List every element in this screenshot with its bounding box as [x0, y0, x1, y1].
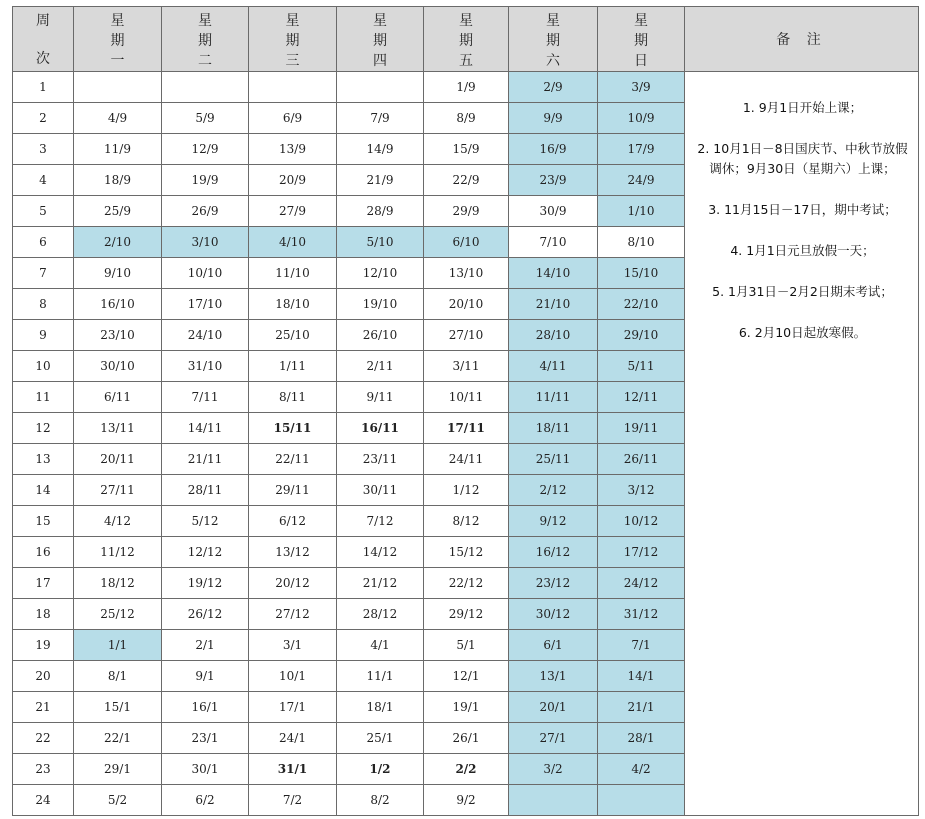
- date-cell: 10/10: [162, 258, 249, 289]
- date-cell: 13/1: [509, 661, 598, 692]
- date-cell: 12/11: [598, 382, 685, 413]
- date-cell: 7/11: [162, 382, 249, 413]
- date-cell: 24/11: [424, 444, 509, 475]
- week-number-cell: 2: [13, 103, 74, 134]
- date-cell: 23/10: [74, 320, 162, 351]
- date-cell: 5/2: [74, 785, 162, 816]
- date-cell: 7/9: [337, 103, 424, 134]
- week-number-cell: 7: [13, 258, 74, 289]
- week-number-cell: 13: [13, 444, 74, 475]
- day-header-char: 星: [198, 13, 212, 29]
- week-number-cell: 17: [13, 568, 74, 599]
- date-cell: 4/1: [337, 630, 424, 661]
- date-cell: 2/1: [162, 630, 249, 661]
- date-cell: 22/9: [424, 165, 509, 196]
- date-cell: 29/1: [74, 754, 162, 785]
- date-cell: 26/10: [337, 320, 424, 351]
- date-cell: 16/9: [509, 134, 598, 165]
- date-cell: 19/11: [598, 413, 685, 444]
- date-cell: 10/1: [249, 661, 337, 692]
- date-cell: 13/10: [424, 258, 509, 289]
- day-header-char: 日: [634, 53, 648, 69]
- date-cell: 11/9: [74, 134, 162, 165]
- date-cell: 19/12: [162, 568, 249, 599]
- date-cell: 6/1: [509, 630, 598, 661]
- date-cell: 23/9: [509, 165, 598, 196]
- date-cell: 18/12: [74, 568, 162, 599]
- date-cell: 15/12: [424, 537, 509, 568]
- notes-header: 备 注: [685, 7, 919, 72]
- date-cell: 26/1: [424, 723, 509, 754]
- day-header-char: 星: [110, 13, 125, 29]
- date-cell: 3/11: [424, 351, 509, 382]
- date-cell: 7/12: [337, 506, 424, 537]
- week-number-cell: 20: [13, 661, 74, 692]
- date-cell: 13/12: [249, 537, 337, 568]
- date-cell: 9/1: [162, 661, 249, 692]
- date-cell: 3/12: [598, 475, 685, 506]
- date-cell: 10/9: [598, 103, 685, 134]
- date-cell: 17/12: [598, 537, 685, 568]
- date-cell: 16/12: [509, 537, 598, 568]
- notes-cell: [685, 72, 919, 816]
- date-cell: 1/10: [598, 196, 685, 227]
- date-cell: 1/9: [424, 72, 509, 103]
- date-cell: 20/9: [249, 165, 337, 196]
- date-cell: 25/12: [74, 599, 162, 630]
- week-number-cell: 15: [13, 506, 74, 537]
- date-cell: 20/10: [424, 289, 509, 320]
- date-cell: 27/12: [249, 599, 337, 630]
- week-number-cell: 6: [13, 227, 74, 258]
- date-cell: 4/11: [509, 351, 598, 382]
- week-row: [13, 72, 919, 103]
- date-cell: 30/11: [337, 475, 424, 506]
- date-cell: 2/2: [424, 754, 509, 785]
- date-cell: 2/10: [74, 227, 162, 258]
- date-cell: 13/9: [249, 134, 337, 165]
- day-header-sun: [598, 7, 685, 72]
- date-cell: 24/9: [598, 165, 685, 196]
- date-cell: 26/9: [162, 196, 249, 227]
- date-cell: 2/12: [509, 475, 598, 506]
- date-cell: 5/1: [424, 630, 509, 661]
- week-number-cell: 24: [13, 785, 74, 816]
- day-header-char: 五: [459, 53, 473, 69]
- week-number-cell: 23: [13, 754, 74, 785]
- date-cell: 23/12: [509, 568, 598, 599]
- date-cell: 16/10: [74, 289, 162, 320]
- date-cell: [74, 72, 162, 103]
- date-cell: 21/9: [337, 165, 424, 196]
- day-header-mon: [74, 7, 162, 72]
- week-column-header: [13, 7, 74, 72]
- date-cell: 23/1: [162, 723, 249, 754]
- date-cell: 18/10: [249, 289, 337, 320]
- note-item: 1. 9月1日开始上课；: [742, 100, 863, 115]
- date-cell: 14/11: [162, 413, 249, 444]
- date-cell: 27/1: [509, 723, 598, 754]
- date-cell: 8/1: [74, 661, 162, 692]
- note-item: 4. 1月1日元旦放假一天；: [730, 243, 875, 258]
- week-number-cell: 11: [13, 382, 74, 413]
- date-cell: 20/12: [249, 568, 337, 599]
- date-cell: 22/11: [249, 444, 337, 475]
- date-cell: 1/1: [74, 630, 162, 661]
- date-cell: [598, 785, 685, 816]
- date-cell: 28/1: [598, 723, 685, 754]
- date-cell: 20/1: [509, 692, 598, 723]
- week-number-cell: 21: [13, 692, 74, 723]
- day-header-char: 期: [634, 33, 648, 49]
- day-header-char: 星: [459, 13, 473, 29]
- day-header-char: 三: [285, 53, 300, 69]
- day-header-thu: [337, 7, 424, 72]
- date-cell: 19/9: [162, 165, 249, 196]
- date-cell: 23/11: [337, 444, 424, 475]
- note-item: 2. 10月1日－8日国庆节、中秋节放假调休；9月30日（星期六）上课；: [697, 141, 908, 176]
- day-header-char: 二: [198, 53, 212, 69]
- day-header-char: 期: [546, 33, 560, 49]
- date-cell: 8/12: [424, 506, 509, 537]
- date-cell: 14/1: [598, 661, 685, 692]
- date-cell: 26/11: [598, 444, 685, 475]
- date-cell: 17/1: [249, 692, 337, 723]
- date-cell: 2/9: [509, 72, 598, 103]
- week-number-cell: 8: [13, 289, 74, 320]
- date-cell: 27/9: [249, 196, 337, 227]
- calendar-body: [13, 72, 919, 816]
- day-header-char: 期: [373, 33, 387, 49]
- note-item: 3. 11月15日－17日，期中考试；: [708, 202, 897, 217]
- date-cell: 12/1: [424, 661, 509, 692]
- date-cell: [337, 72, 424, 103]
- date-cell: 8/11: [249, 382, 337, 413]
- date-cell: 24/10: [162, 320, 249, 351]
- date-cell: 6/2: [162, 785, 249, 816]
- date-cell: 24/12: [598, 568, 685, 599]
- week-number-cell: 19: [13, 630, 74, 661]
- day-header-wed: [249, 7, 337, 72]
- date-cell: 15/11: [249, 413, 337, 444]
- date-cell: [509, 785, 598, 816]
- day-header-char: 星: [373, 13, 387, 29]
- date-cell: 18/11: [509, 413, 598, 444]
- date-cell: 6/12: [249, 506, 337, 537]
- week-number-cell: 22: [13, 723, 74, 754]
- week-number-cell: 16: [13, 537, 74, 568]
- date-cell: 27/10: [424, 320, 509, 351]
- week-number-cell: 18: [13, 599, 74, 630]
- date-cell: 11/10: [249, 258, 337, 289]
- date-cell: 12/9: [162, 134, 249, 165]
- note-item: 5. 1月31日－2月2日期末考试；: [712, 284, 893, 299]
- date-cell: 20/11: [74, 444, 162, 475]
- date-cell: 11/1: [337, 661, 424, 692]
- date-cell: 17/10: [162, 289, 249, 320]
- date-cell: 1/12: [424, 475, 509, 506]
- date-cell: 3/9: [598, 72, 685, 103]
- date-cell: 31/1: [249, 754, 337, 785]
- notes-list: [685, 72, 918, 343]
- date-cell: 5/11: [598, 351, 685, 382]
- date-cell: 4/12: [74, 506, 162, 537]
- date-cell: [249, 72, 337, 103]
- date-cell: 22/10: [598, 289, 685, 320]
- date-cell: 1/11: [249, 351, 337, 382]
- date-cell: 10/11: [424, 382, 509, 413]
- day-header-char: 四: [373, 53, 387, 69]
- day-header-char: 星: [546, 13, 560, 29]
- week-number-cell: 9: [13, 320, 74, 351]
- week-number-cell: 14: [13, 475, 74, 506]
- date-cell: 30/9: [509, 196, 598, 227]
- date-cell: 9/10: [74, 258, 162, 289]
- date-cell: 9/12: [509, 506, 598, 537]
- date-cell: 8/10: [598, 227, 685, 258]
- date-cell: 28/12: [337, 599, 424, 630]
- date-cell: 29/12: [424, 599, 509, 630]
- date-cell: 31/10: [162, 351, 249, 382]
- date-cell: 16/1: [162, 692, 249, 723]
- date-cell: 3/1: [249, 630, 337, 661]
- date-cell: 11/12: [74, 537, 162, 568]
- date-cell: 12/10: [337, 258, 424, 289]
- date-cell: 21/11: [162, 444, 249, 475]
- date-cell: 25/1: [337, 723, 424, 754]
- date-cell: 25/10: [249, 320, 337, 351]
- date-cell: 28/11: [162, 475, 249, 506]
- date-cell: 21/12: [337, 568, 424, 599]
- date-cell: 19/10: [337, 289, 424, 320]
- date-cell: 14/9: [337, 134, 424, 165]
- week-number-cell: 5: [13, 196, 74, 227]
- date-cell: 16/11: [337, 413, 424, 444]
- date-cell: 5/9: [162, 103, 249, 134]
- date-cell: 21/10: [509, 289, 598, 320]
- day-header-fri: [424, 7, 509, 72]
- date-cell: 27/11: [74, 475, 162, 506]
- date-cell: 10/12: [598, 506, 685, 537]
- date-cell: 28/9: [337, 196, 424, 227]
- date-cell: 14/10: [509, 258, 598, 289]
- date-cell: 18/1: [337, 692, 424, 723]
- day-header-char: 期: [198, 33, 212, 49]
- date-cell: 15/10: [598, 258, 685, 289]
- school-calendar-table: [12, 6, 919, 816]
- date-cell: 4/9: [74, 103, 162, 134]
- date-cell: 3/2: [509, 754, 598, 785]
- week-number-cell: 1: [13, 72, 74, 103]
- date-cell: 6/10: [424, 227, 509, 258]
- week-number-cell: 3: [13, 134, 74, 165]
- day-header-sat: [509, 7, 598, 72]
- week-number-cell: 4: [13, 165, 74, 196]
- day-header-char: 六: [546, 53, 560, 69]
- date-cell: 24/1: [249, 723, 337, 754]
- date-cell: 19/1: [424, 692, 509, 723]
- date-cell: 21/1: [598, 692, 685, 723]
- date-cell: 4/10: [249, 227, 337, 258]
- day-header-char: 期: [459, 33, 473, 49]
- day-header-char: 星: [634, 13, 648, 29]
- date-cell: 22/1: [74, 723, 162, 754]
- date-cell: 9/11: [337, 382, 424, 413]
- date-cell: 17/9: [598, 134, 685, 165]
- header-row: [13, 7, 919, 72]
- date-cell: 26/12: [162, 599, 249, 630]
- date-cell: 7/10: [509, 227, 598, 258]
- week-number-cell: 10: [13, 351, 74, 382]
- date-cell: 18/9: [74, 165, 162, 196]
- date-cell: 5/12: [162, 506, 249, 537]
- date-cell: 7/1: [598, 630, 685, 661]
- date-cell: 31/12: [598, 599, 685, 630]
- day-header-char: 期: [110, 33, 125, 49]
- date-cell: 4/2: [598, 754, 685, 785]
- date-cell: 3/10: [162, 227, 249, 258]
- date-cell: 25/11: [509, 444, 598, 475]
- week-number-cell: 12: [13, 413, 74, 444]
- day-header-char: 星: [285, 13, 300, 29]
- date-cell: 28/10: [509, 320, 598, 351]
- date-cell: 29/9: [424, 196, 509, 227]
- date-cell: 30/12: [509, 599, 598, 630]
- date-cell: 2/11: [337, 351, 424, 382]
- note-item: 6. 2月10日起放寒假。: [738, 325, 867, 340]
- date-cell: 30/1: [162, 754, 249, 785]
- date-cell: 1/2: [337, 754, 424, 785]
- week-header-char: 次: [36, 51, 50, 67]
- date-cell: 8/9: [424, 103, 509, 134]
- week-header-char: 周: [36, 13, 50, 29]
- date-cell: 5/10: [337, 227, 424, 258]
- date-cell: 6/11: [74, 382, 162, 413]
- date-cell: 6/9: [249, 103, 337, 134]
- date-cell: 14/12: [337, 537, 424, 568]
- date-cell: 22/12: [424, 568, 509, 599]
- date-cell: 9/9: [509, 103, 598, 134]
- day-header-tue: [162, 7, 249, 72]
- date-cell: 17/11: [424, 413, 509, 444]
- date-cell: 29/11: [249, 475, 337, 506]
- day-header-char: 期: [285, 33, 300, 49]
- day-header-char: 一: [110, 53, 125, 69]
- date-cell: 8/2: [337, 785, 424, 816]
- date-cell: [162, 72, 249, 103]
- date-cell: 15/1: [74, 692, 162, 723]
- date-cell: 13/11: [74, 413, 162, 444]
- date-cell: 15/9: [424, 134, 509, 165]
- date-cell: 9/2: [424, 785, 509, 816]
- date-cell: 25/9: [74, 196, 162, 227]
- date-cell: 11/11: [509, 382, 598, 413]
- date-cell: 30/10: [74, 351, 162, 382]
- date-cell: 29/10: [598, 320, 685, 351]
- date-cell: 12/12: [162, 537, 249, 568]
- date-cell: 7/2: [249, 785, 337, 816]
